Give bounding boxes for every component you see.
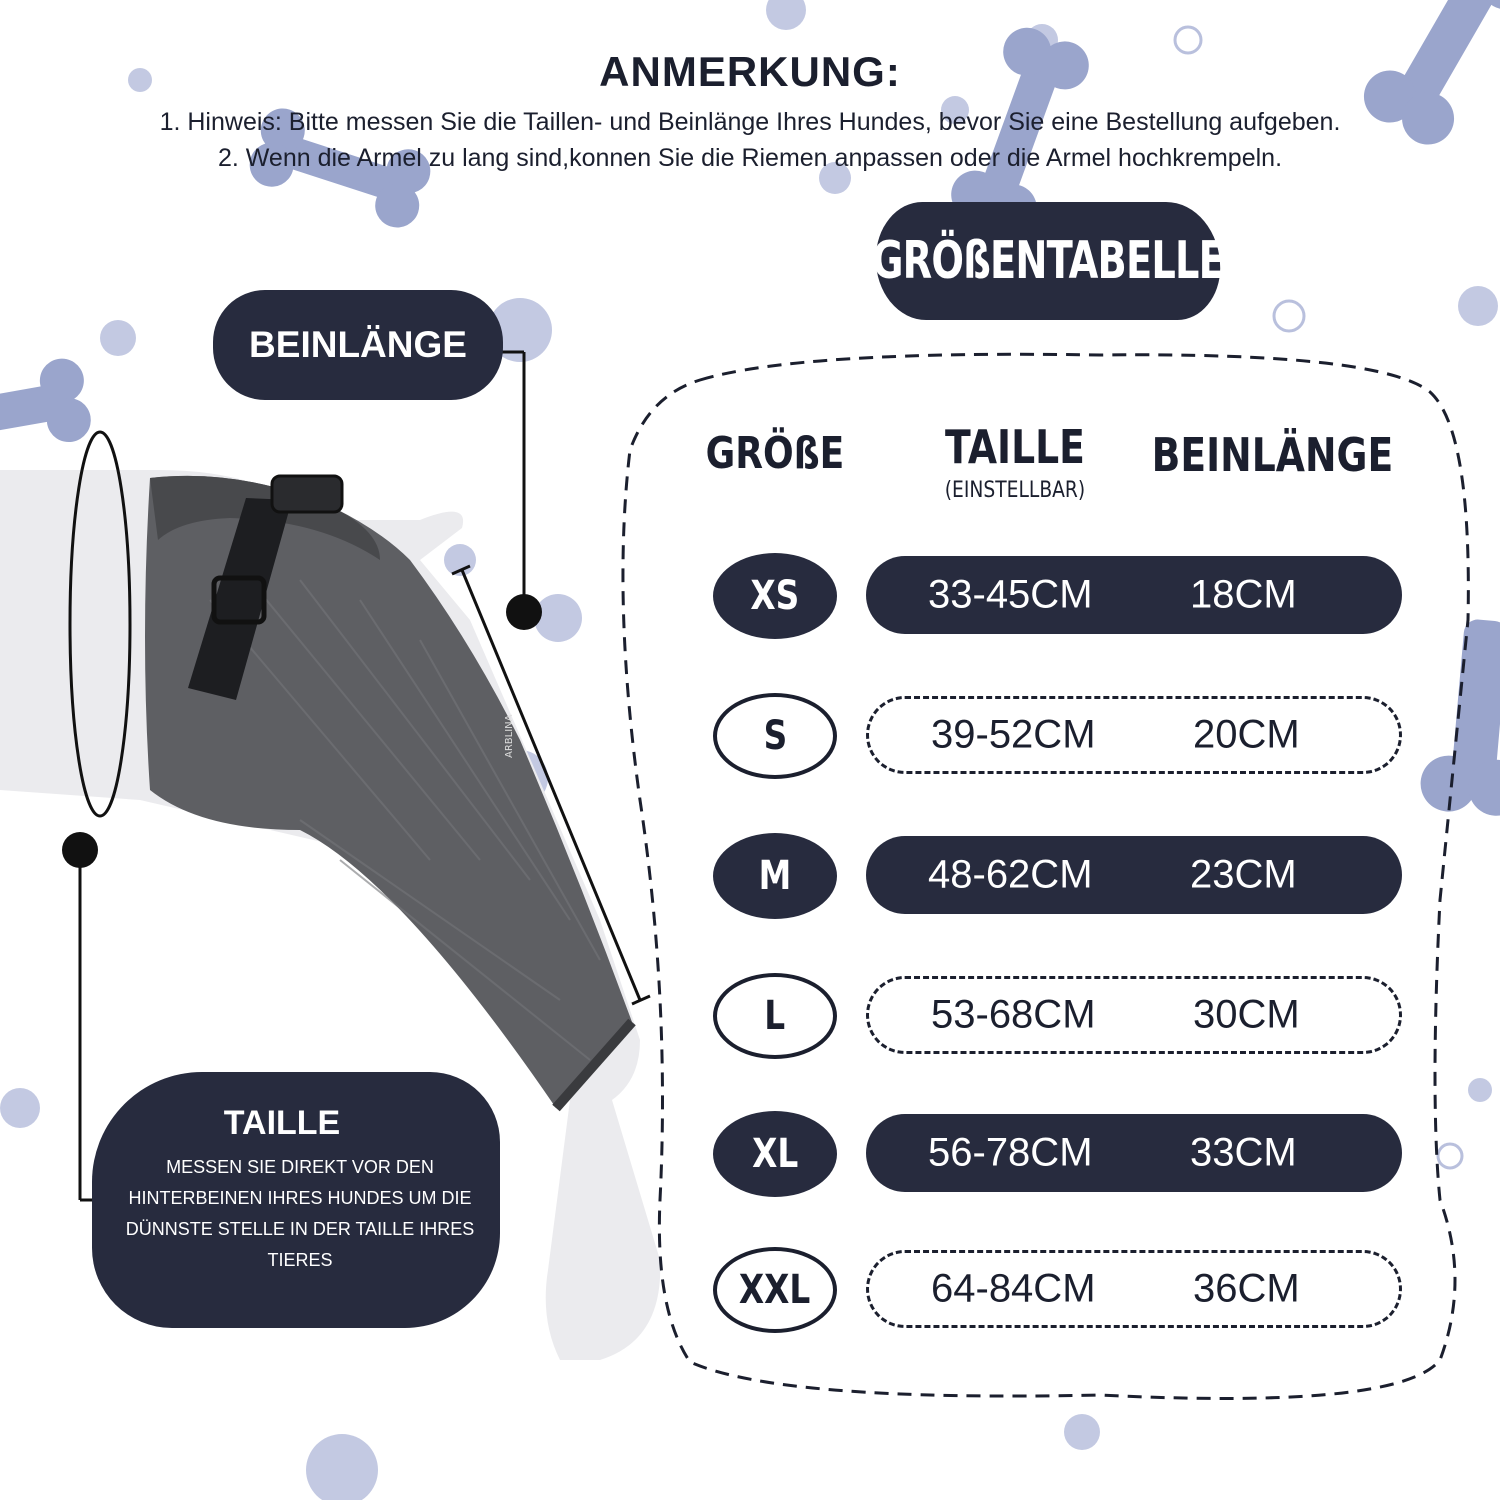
header-size: GRÖßE	[705, 428, 845, 479]
waist-value: 56-78CM	[928, 1130, 1093, 1175]
leg-value: 18CM	[1190, 572, 1297, 617]
size-badge-s	[713, 693, 837, 779]
size-row-xs	[866, 556, 1402, 634]
header-waist-note: (EINSTELLBAR)	[944, 478, 1086, 503]
size-badge-xl	[713, 1111, 837, 1197]
beinlange-label: BEINLÄNGE	[213, 290, 503, 400]
leg-value: 33CM	[1190, 1130, 1297, 1175]
size-badge-m	[713, 833, 837, 919]
leg-value: 20CM	[1193, 712, 1300, 757]
note-title: ANMERKUNG:	[599, 48, 901, 95]
waist-value: 48-62CM	[928, 852, 1093, 897]
taille-description: MESSEN SIE DIREKT VOR DEN HINTERBEINEN IHRES HUNDES UM DIE DÜNNSTE STELLE IN DER TAILLE IHRES TIERES	[125, 1157, 475, 1270]
size-label: XL	[751, 1131, 799, 1177]
size-chart-title: GRÖßENTABELLE	[876, 202, 1220, 320]
note-line-1: 1. Hinweis: Bitte messen Sie die Taillen- und Beinlänge Ihres Hundes, bevor Sie eine Bestellung aufgeben.	[159, 108, 1341, 136]
taille-title: TAILLE	[223, 1104, 341, 1142]
size-label: M	[758, 853, 792, 899]
header-waist: TAILLE	[945, 420, 1085, 474]
size-row-xxl	[866, 1250, 1402, 1328]
waist-value: 39-52CM	[931, 712, 1096, 757]
header-leg: BEINLÄNGE	[1151, 428, 1394, 482]
leg-value: 23CM	[1190, 852, 1297, 897]
taille-marker-dot	[62, 832, 98, 868]
size-label: S	[763, 713, 787, 759]
beinlange-marker-dot	[506, 594, 542, 630]
note-line-2: 2. Wenn die Armel zu lang sind,konnen Sie die Riemen anpassen oder die Armel hochkrempeln.	[217, 144, 1283, 172]
leg-value: 30CM	[1193, 992, 1300, 1037]
size-label: XXL	[739, 1267, 811, 1313]
waist-value: 33-45CM	[928, 572, 1093, 617]
product-brand-tag: ARBLINA	[504, 714, 515, 758]
size-badge-xxl	[713, 1247, 837, 1333]
size-label: L	[764, 993, 786, 1039]
sleeve-product	[145, 476, 632, 1108]
size-row-s	[866, 696, 1402, 774]
size-badge-l	[713, 973, 837, 1059]
leg-value: 36CM	[1193, 1266, 1300, 1311]
size-row-m	[866, 836, 1402, 914]
size-label: XS	[750, 573, 800, 619]
size-row-xl	[866, 1114, 1402, 1192]
size-badge-xs	[713, 553, 837, 639]
size-row-l	[866, 976, 1402, 1054]
waist-value: 64-84CM	[931, 1266, 1096, 1311]
waist-value: 53-68CM	[931, 992, 1096, 1037]
